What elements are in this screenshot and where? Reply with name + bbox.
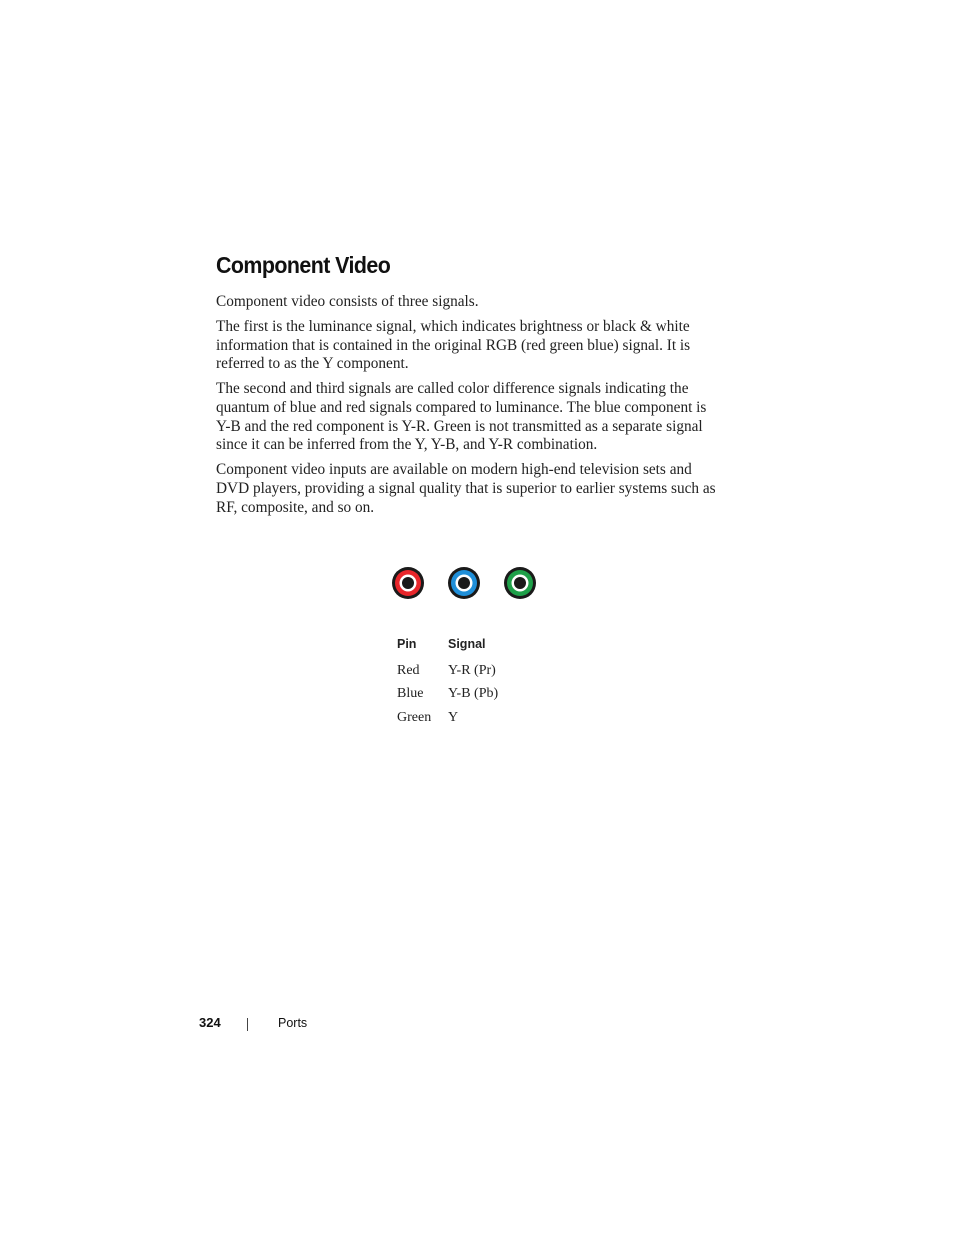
footer-section-name: Ports: [278, 1016, 308, 1030]
component-video-connectors: [390, 565, 540, 601]
table-row: [397, 659, 498, 683]
paragraph: The first is the luminance signal, which indicates brightness or black & white information that is contained in the original RGB (red green blue) signal. It is referred to as the Y component.: [216, 317, 691, 373]
signal-column-header: Signal: [448, 637, 486, 651]
green-connector-icon: [504, 567, 536, 599]
section-title: Component Video: [216, 252, 391, 278]
signal-cell: Y-R (Pr): [448, 662, 496, 678]
paragraph: The second and third signals are called color difference signals indicating the quantum of blue and red signals compared to luminance. The blue component is Y-B and the red component is Y-R. Green is not transmitted as a separate signal since it can be inferred from the Y, Y-B, and Y-R combination.: [216, 380, 707, 454]
pin-signal-table: [397, 636, 498, 730]
table-row: [397, 683, 498, 707]
red-connector-icon: [392, 567, 424, 599]
signal-cell: Y-B (Pb): [448, 686, 499, 702]
paragraph: Component video consists of three signals.: [216, 293, 479, 310]
pin-cell: Blue: [397, 686, 424, 702]
blue-connector-icon: [448, 567, 480, 599]
pin-cell: Red: [397, 662, 420, 678]
page-number: 324: [199, 1015, 221, 1030]
paragraph: Component video inputs are available on modern high-end television sets and DVD players, providing a signal quality that is superior to earlier systems such as RF, composite, and so on.: [216, 461, 716, 516]
body-text: [216, 293, 716, 523]
pin-cell: Green: [397, 709, 432, 725]
pin-column-header: Pin: [397, 637, 417, 651]
table-row: [397, 706, 498, 730]
signal-cell: Y: [448, 709, 459, 725]
table-header-row: [397, 636, 498, 659]
footer-divider: [247, 1018, 248, 1031]
